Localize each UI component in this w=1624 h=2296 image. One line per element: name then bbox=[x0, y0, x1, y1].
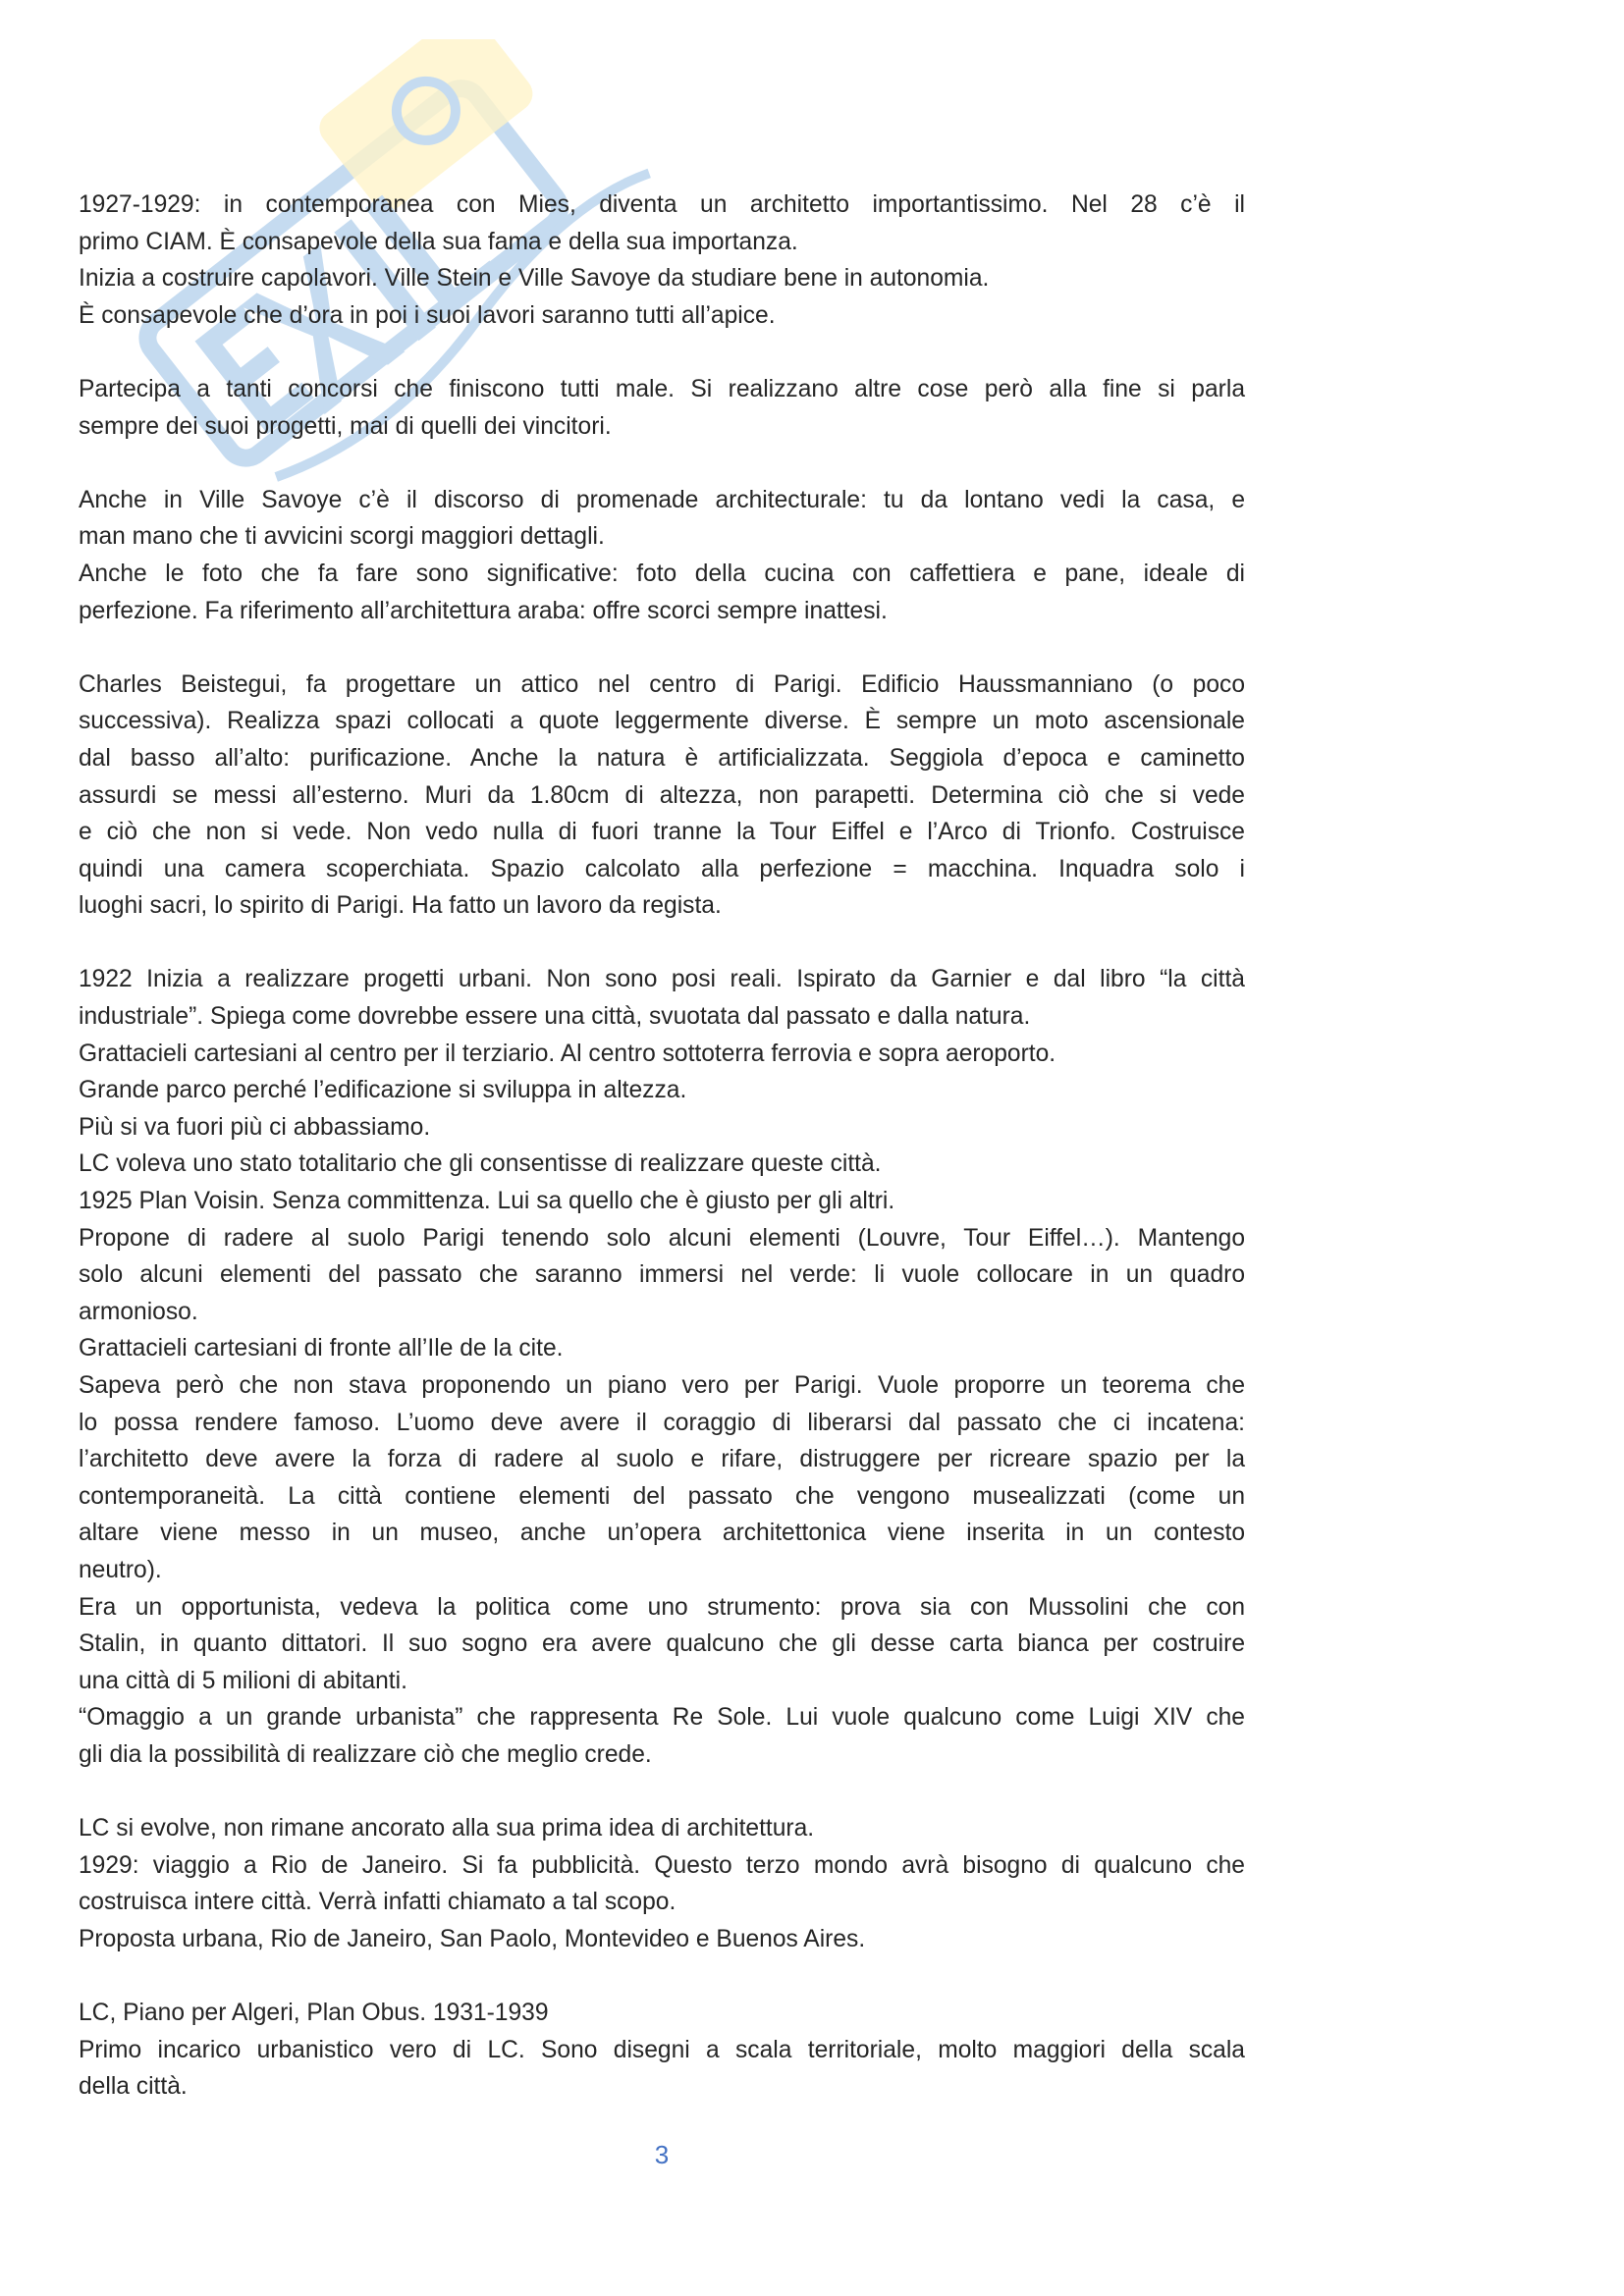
text-line: È consapevole che d’ora in poi i suoi lavori saranno tutti all’apice. bbox=[79, 301, 776, 329]
text-line: Era un opportunista, vedeva la politica come uno strumento: prova sia con Mussolini che con bbox=[79, 1593, 1245, 1621]
paragraph bbox=[79, 187, 1245, 334]
text-line: Grattacieli cartesiani al centro per il terziario. Al centro sottoterra ferrovia e sopra aeroporto. bbox=[79, 1040, 1056, 1067]
paragraph bbox=[79, 1995, 1245, 2106]
text-line: LC si evolve, non rimane ancorato alla sua prima idea di architettura. bbox=[79, 1815, 815, 1842]
text-line: Partecipa a tanti concorsi che finiscono tutti male. Si realizzano altre cose però alla fine si parla bbox=[79, 375, 1245, 402]
text-line: man mano che ti avvicini scorgi maggiori dettagli. bbox=[79, 523, 605, 551]
text-line: successiva). Realizza spazi collocati a quote leggermente diverse. È sempre un moto ascensionale bbox=[79, 708, 1245, 735]
text-line: luoghi sacri, lo spirito di Parigi. Ha fatto un lavoro da regista. bbox=[79, 892, 722, 920]
text-line: della città. bbox=[79, 2073, 188, 2101]
text-line: Anche in Ville Savoye c’è il discorso di promenade architecturale: tu da lontano vedi la casa, e bbox=[79, 486, 1245, 513]
text-line: 1922 Inizia a realizzare progetti urbani. Non sono posi reali. Ispirato da Garnier e dal libro “la città bbox=[79, 966, 1245, 993]
text-line: Grattacieli cartesiani di fronte all’Ile de la cite. bbox=[79, 1335, 564, 1362]
text-line: Più si va fuori più ci abbassiamo. bbox=[79, 1113, 431, 1141]
text-line: 1929: viaggio a Rio de Janeiro. Si fa pubblicità. Questo terzo mondo avrà bisogno di qualcuno che bbox=[79, 1851, 1245, 1879]
text-line: e ciò che non si vede. Non vedo nulla di fuori tranne la Tour Eiffel e l’Arco di Trionfo. Costruisce bbox=[79, 819, 1245, 846]
text-line: LC voleva uno stato totalitario che gli consentisse di realizzare queste città. bbox=[79, 1150, 882, 1178]
text-line: costruisca intere città. Verrà infatti chiamato a tal scopo. bbox=[79, 1889, 677, 1916]
text-line: armonioso. bbox=[79, 1298, 198, 1325]
text-line: neutro). bbox=[79, 1556, 162, 1583]
text-line: industriale”. Spiega come dovrebbe essere una città, svuotata dal passato e dalla natura. bbox=[79, 1003, 1031, 1031]
paragraph bbox=[79, 1810, 1245, 1957]
document-body bbox=[79, 187, 1245, 2142]
text-line: una città di 5 milioni di abitanti. bbox=[79, 1667, 407, 1694]
text-line: lo possa rendere famoso. L’uomo deve avere il coraggio di liberarsi dal passato che ci incatena: bbox=[79, 1409, 1245, 1436]
text-line: LC, Piano per Algeri, Plan Obus. 1931-1939 bbox=[79, 2000, 549, 2027]
text-line: solo alcuni elementi del passato che saranno immersi nel verde: li vuole collocare in un quadro bbox=[79, 1261, 1245, 1289]
text-line: Sapeva però che non stava proponendo un piano vero per Parigi. Vuole proporre un teorema che bbox=[79, 1372, 1245, 1399]
text-line: Anche le foto che fa fare sono significative: foto della cucina con caffettiera e pane, ideale di bbox=[79, 560, 1245, 587]
text-line: dal basso all’alto: purificazione. Anche la natura è artificializzata. Seggiola d’epoca e caminetto bbox=[79, 744, 1245, 772]
text-line: 1927-1929: in contemporanea con Mies, diventa un architetto importantissimo. Nel 28 c’è il bbox=[79, 191, 1245, 218]
paragraph bbox=[79, 371, 1245, 445]
page-number: 3 bbox=[654, 2140, 670, 2169]
text-line: Propone di radere al suolo Parigi tenendo solo alcuni elementi (Louvre, Tour Eiffel…). Mantengo bbox=[79, 1224, 1245, 1252]
text-line: gli dia la possibilità di realizzare ciò che meglio crede. bbox=[79, 1740, 652, 1768]
paragraph bbox=[79, 482, 1245, 629]
text-line: altare viene messo in un museo, anche un’opera architettonica viene inserita in un contesto bbox=[79, 1520, 1245, 1547]
text-line: Proposta urbana, Rio de Janeiro, San Paolo, Montevideo e Buenos Aires. bbox=[79, 1925, 866, 1952]
text-line: 1925 Plan Voisin. Senza committenza. Lui sa quello che è giusto per gli altri. bbox=[79, 1188, 895, 1215]
text-line: Inizia a costruire capolavori. Ville Stein e Ville Savoye da studiare bene in autonomia. bbox=[79, 265, 990, 293]
text-line: Primo incarico urbanistico vero di LC. Sono disegni a scala territoriale, molto maggiori della scala bbox=[79, 2036, 1245, 2063]
text-line: “Omaggio a un grande urbanista” che rappresenta Re Sole. Lui vuole qualcuno come Luigi XIV che bbox=[79, 1704, 1245, 1732]
text-line: quindi una camera scoperchiata. Spazio calcolato alla perfezione = macchina. Inquadra solo i bbox=[79, 855, 1245, 882]
text-line: sempre dei suoi progetti, mai di quelli dei vincitori. bbox=[79, 412, 612, 440]
text-line: Charles Beistegui, fa progettare un attico nel centro di Parigi. Edificio Haussmanniano (o poco bbox=[79, 670, 1245, 698]
text-line: Grande parco perché l’edificazione si sviluppa in altezza. bbox=[79, 1077, 687, 1104]
text-line: assurdi se messi all’esterno. Muri da 1.80cm di altezza, non parapetti. Determina ciò che si vede bbox=[79, 781, 1245, 809]
text-line: perfezione. Fa riferimento all’architettura araba: offre scorci sempre inattesi. bbox=[79, 597, 888, 624]
text-line: Stalin, in quanto dittatori. Il suo sogno era avere qualcuno che gli desse carta bianca per costruire bbox=[79, 1630, 1245, 1658]
paragraph bbox=[79, 667, 1245, 925]
paragraph bbox=[79, 961, 1245, 1773]
text-line: contemporaneità. La città contiene elementi del passato che vengono musealizzati (come un bbox=[79, 1482, 1245, 1510]
text-line: primo CIAM. È consapevole della sua fama e della sua importanza. bbox=[79, 228, 798, 255]
text-line: l’architetto deve avere la forza di radere al suolo e rifare, distruggere per ricreare spazio per la bbox=[79, 1446, 1245, 1473]
